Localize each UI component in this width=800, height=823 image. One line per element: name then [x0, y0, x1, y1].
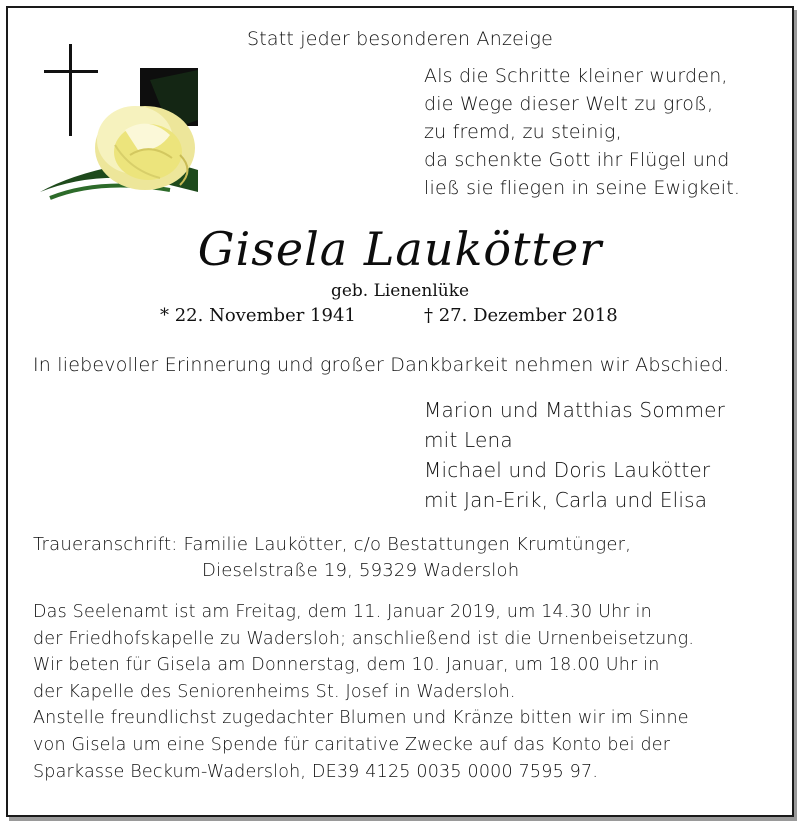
verse-line: ließ sie fliegen in seine Ewigkeit.: [424, 177, 741, 199]
deceased-name: Gisela Laukötter: [197, 222, 603, 276]
notice-line: der Friedhofskapelle zu Wadersloh; anschließend ist die Urnenbeisetzung.: [33, 629, 695, 649]
notice-line: Das Seelenamt ist am Freitag, dem 11. Januar 2019, um 14.30 Uhr in: [33, 602, 652, 622]
notice-line: von Gisela um eine Spende für caritative Zwecke auf das Konto bei der: [33, 735, 671, 755]
address-line-2: Dieselstraße 19, 59329 Wadersloh: [202, 560, 520, 581]
notice-line: Anstelle freundlichst zugedachter Blumen und Kränze bitten wir im Sinne: [33, 708, 689, 728]
verse-line: Als die Schritte kleiner wurden,: [424, 65, 728, 87]
born-name: geb. Lienenlüke: [330, 281, 470, 301]
notice-prayer: [33, 652, 773, 706]
verse-line: da schenkte Gott ihr Flügel und: [424, 149, 730, 171]
verse-line: die Wege dieser Welt zu groß,: [424, 93, 714, 115]
address-line-1: Traueranschrift: Familie Laukötter, c/o Bestattungen Krumtünger,: [33, 534, 632, 555]
family-line: Michael und Doris Laukötter: [424, 458, 711, 482]
cross-icon: [44, 44, 100, 136]
notice-requiem: [33, 599, 773, 653]
verse-line: zu fremd, zu steinig,: [424, 121, 622, 143]
family-list: [424, 395, 725, 515]
notice-line: der Kapelle des Seniorenheims St. Josef in Wadersloh.: [33, 682, 516, 702]
birth-date: * 22. November 1941: [160, 305, 356, 326]
death-date: † 27. Dezember 2018: [424, 305, 618, 326]
family-line: mit Jan-Erik, Carla und Elisa: [424, 488, 708, 512]
heading: Statt jeder besonderen Anzeige: [247, 28, 553, 50]
family-line: Marion und Matthias Sommer: [424, 398, 726, 422]
notice-line: Sparkasse Beckum-Wadersloh, DE39 4125 0035 0000 7595 97.: [33, 762, 599, 782]
notice-line: Wir beten für Gisela am Donnerstag, dem 10. Januar, um 18.00 Uhr in: [33, 655, 660, 675]
verse: [424, 62, 740, 202]
family-line: mit Lena: [424, 428, 513, 452]
farewell-text: In liebevoller Erinnerung und großer Dankbarkeit nehmen wir Abschied.: [33, 354, 730, 376]
notice-donation: [33, 705, 773, 786]
